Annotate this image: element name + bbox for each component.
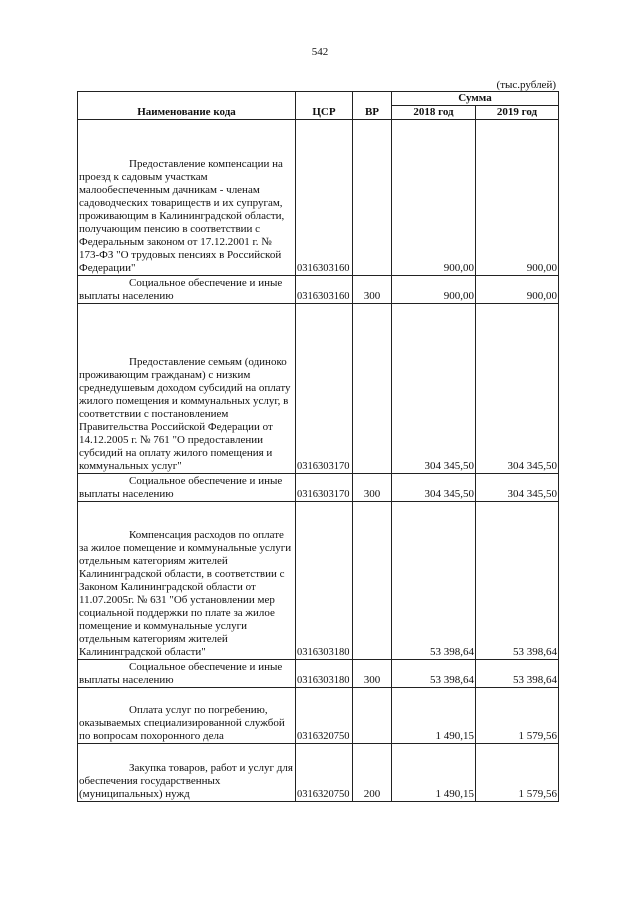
row-csr: 0316303170 [296, 304, 353, 474]
table-row [78, 502, 559, 660]
row-name: Социальное обеспечение и иные выплаты населению [78, 474, 296, 502]
row-vr: 300 [353, 660, 392, 688]
row-vr [353, 304, 392, 474]
row-2018: 1 490,15 [392, 744, 476, 802]
row-vr [353, 502, 392, 660]
header-sum: Сумма [392, 92, 559, 106]
table-row [78, 688, 559, 744]
row-2019: 900,00 [476, 120, 559, 276]
header-csr: ЦСР [296, 92, 353, 120]
row-2019: 304 345,50 [476, 304, 559, 474]
budget-table [77, 91, 559, 802]
row-csr: 0316303180 [296, 502, 353, 660]
row-name: Закупка товаров, работ и услуг для обеспечения государственных (муниципальных) нужд [78, 744, 296, 802]
row-2019: 1 579,56 [476, 688, 559, 744]
header-vr: ВР [353, 92, 392, 120]
row-vr: 300 [353, 276, 392, 304]
header-year-2018: 2018 год [392, 106, 476, 120]
row-name: Предоставление компенсации на проезд к садовым участкам малообеспеченным дачникам - членам садоводческих товариществ и их супругам, проживающим в Калининградской области, получающим пенсию в соответствии с Федеральным законом от 17.12.2001 г. № 173-ФЗ "О трудовых пенсиях в Российской Федерации" [78, 120, 296, 276]
row-2019: 53 398,64 [476, 660, 559, 688]
row-csr: 0316303170 [296, 474, 353, 502]
table-row [78, 660, 559, 688]
row-name: Социальное обеспечение и иные выплаты населению [78, 660, 296, 688]
row-2019: 1 579,56 [476, 744, 559, 802]
units-label: (тыс.рублей) [496, 79, 556, 91]
row-vr: 300 [353, 474, 392, 502]
page-number: 542 [311, 46, 329, 58]
table-row [78, 304, 559, 474]
row-2019: 53 398,64 [476, 502, 559, 660]
row-2018: 900,00 [392, 276, 476, 304]
row-csr: 0316303160 [296, 276, 353, 304]
header-year-2019: 2019 год [476, 106, 559, 120]
table-row [78, 744, 559, 802]
row-csr: 0316320750 [296, 688, 353, 744]
row-2018: 53 398,64 [392, 502, 476, 660]
table-row [78, 120, 559, 276]
row-csr: 0316320750 [296, 744, 353, 802]
row-2018: 900,00 [392, 120, 476, 276]
header-name: Наименование кода [78, 92, 296, 120]
row-vr: 200 [353, 744, 392, 802]
row-vr [353, 688, 392, 744]
row-2019: 304 345,50 [476, 474, 559, 502]
row-2018: 1 490,15 [392, 688, 476, 744]
row-name: Предоставление семьям (одиноко проживающим гражданам) с низким среднедушевым доходом субсидий на оплату жилого помещения и коммунальных услуг, в соответствии с постановлением Правительства Российской Федерации от 14.12.2005 г. № 761 "О предоставлении субсидий на оплату жилого помещения и коммунальных услуг" [78, 304, 296, 474]
table-row [78, 474, 559, 502]
row-name: Компенсация расходов по оплате за жилое помещение и коммунальные услуги отдельным категориям жителей Калининградской области, в соответствии с Законом Калининградской области от 11.07.2005г. № 631 "Об установлении мер социальной поддержки по плате за жилое помещение и коммунальные услуги отдельным категориям жителей Калининградской области" [78, 502, 296, 660]
row-vr [353, 120, 392, 276]
row-2019: 900,00 [476, 276, 559, 304]
row-name: Оплата услуг по погребению, оказываемых специализированной службой по вопросам похоронного дела [78, 688, 296, 744]
row-csr: 0316303160 [296, 120, 353, 276]
row-csr: 0316303180 [296, 660, 353, 688]
table-row [78, 276, 559, 304]
row-2018: 304 345,50 [392, 474, 476, 502]
row-name: Социальное обеспечение и иные выплаты населению [78, 276, 296, 304]
row-2018: 304 345,50 [392, 304, 476, 474]
row-2018: 53 398,64 [392, 660, 476, 688]
